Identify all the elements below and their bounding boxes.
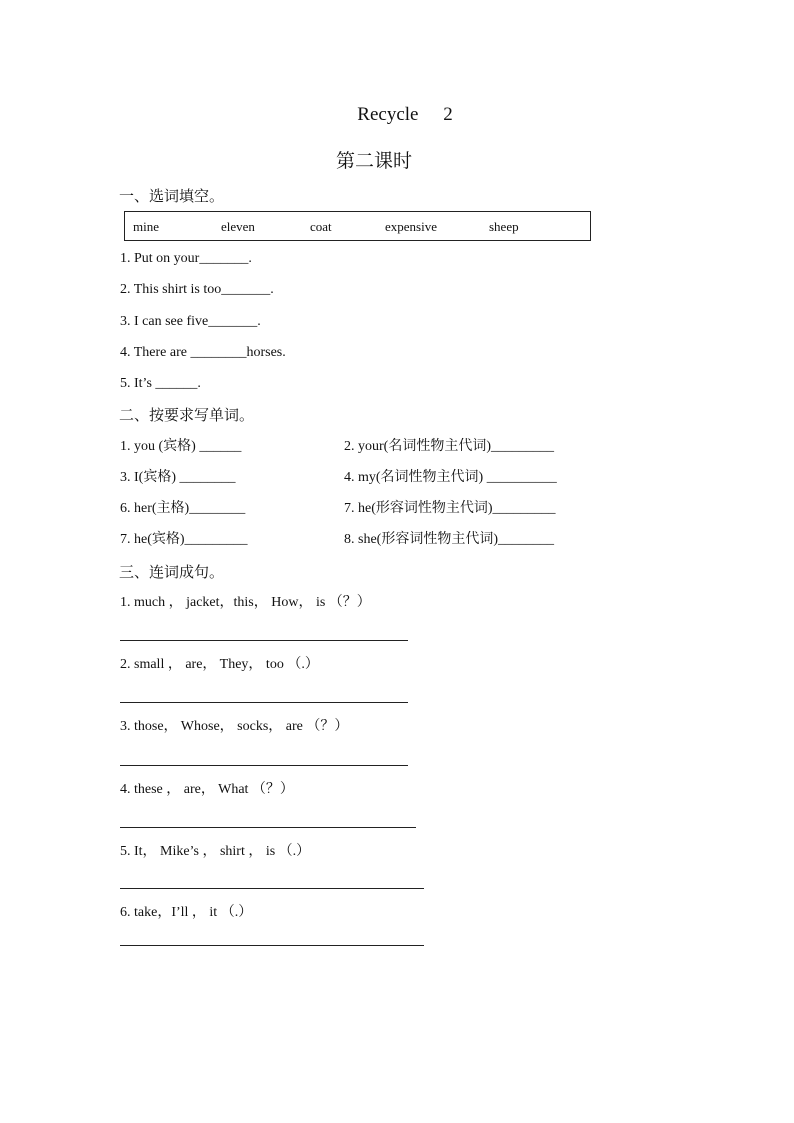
- sentence-prompt: 1. much ， jacket，this， How， is （？）: [120, 595, 371, 610]
- fill-blank-item: 2. This shirt is too_______.: [120, 282, 274, 297]
- answer-line: [120, 702, 408, 703]
- word-form-item: 7. he(形容词性物主代词)_________: [344, 501, 556, 516]
- word-form-item: 2. your(名词性物主代词)_________: [344, 439, 554, 454]
- word-form-item: 3. I(宾格) ________: [120, 470, 236, 485]
- sentence-prompt: 5. It， Mike’s ， shirt ， is （.）: [120, 844, 311, 859]
- fill-blank-item: 3. I can see five_______.: [120, 314, 261, 329]
- sentence-prompt: 2. small ， are， They， too （.）: [120, 657, 319, 672]
- fill-blank-item: 4. There are ________horses.: [120, 345, 286, 360]
- sentence-prompt: 4. these ， are， What （？）: [120, 782, 294, 797]
- answer-line: [120, 945, 424, 946]
- word-form-item: 4. my(名词性物主代词) __________: [344, 470, 557, 485]
- word-form-item: 7. he(宾格)_________: [120, 532, 248, 547]
- word-bank-item: eleven: [221, 219, 255, 234]
- page-title: Recycle 2: [357, 104, 453, 125]
- word-bank-item: expensive: [385, 219, 437, 234]
- fill-blank-item: 5. It’s ______.: [120, 376, 201, 391]
- answer-line: [120, 765, 408, 766]
- word-bank-item: sheep: [489, 219, 519, 234]
- word-form-item: 6. her(主格)________: [120, 501, 246, 516]
- section-heading-word-choice: 一、选词填空。: [119, 189, 225, 205]
- word-form-item: 8. she(形容词性物主代词)________: [344, 532, 554, 547]
- word-bank-item: coat: [310, 219, 332, 234]
- section-heading-sentence-building: 三、连词成句。: [119, 565, 225, 581]
- sentence-prompt: 3. those， Whose， socks， are （？）: [120, 719, 349, 734]
- lesson-subtitle: 第二课时: [335, 151, 412, 172]
- word-form-item: 1. you (宾格) ______: [120, 439, 242, 454]
- section-heading-word-forms: 二、按要求写单词。: [119, 408, 255, 424]
- answer-line: [120, 888, 424, 889]
- sentence-prompt: 6. take，I’ll ， it （.）: [120, 905, 253, 920]
- fill-blank-item: 1. Put on your_______.: [120, 251, 252, 266]
- word-bank-box: [124, 211, 591, 241]
- word-bank-item: mine: [133, 219, 159, 234]
- answer-line: [120, 827, 416, 828]
- answer-line: [120, 640, 408, 641]
